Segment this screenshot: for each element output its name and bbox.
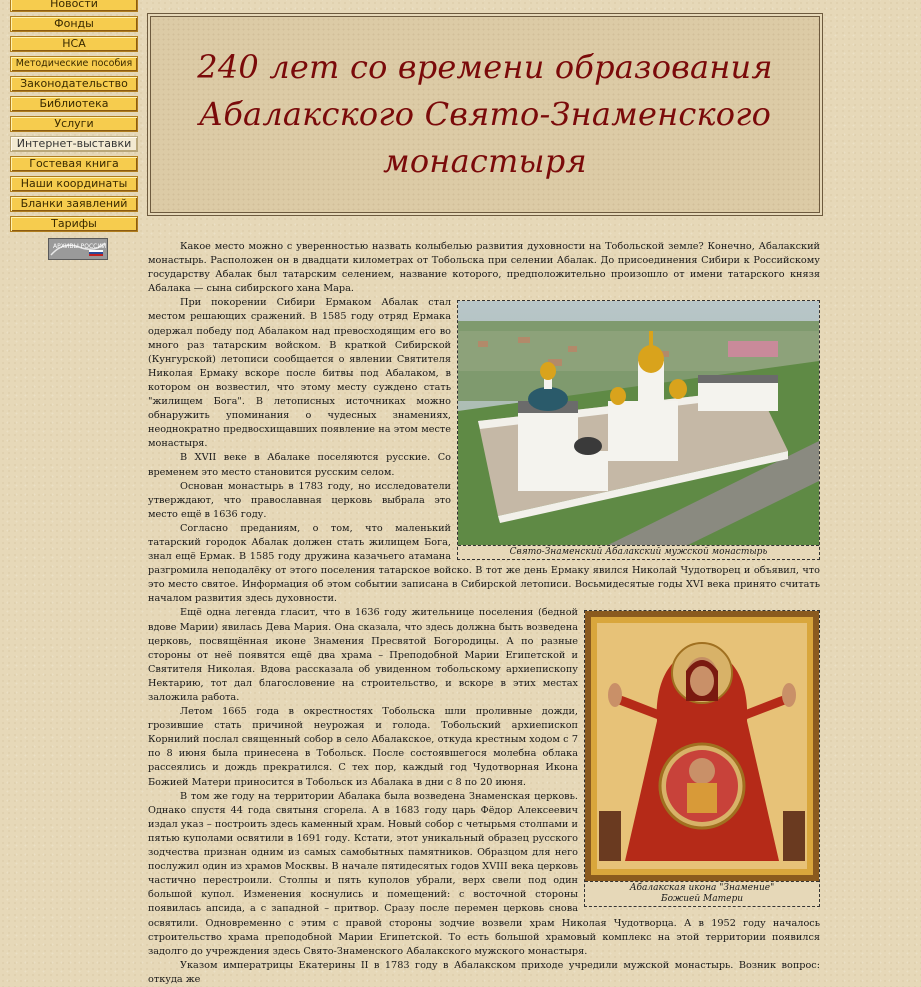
article-paragraph-4: Основан монастырь в 1783 году, но исследователи утверждают, что православная церковь выбрала это место ещё в 1636 году. xyxy=(148,480,451,520)
menu-item-legislation[interactable]: Законодательство xyxy=(10,76,138,92)
article-paragraph-2: При покорении Сибири Ермаком Абалак стал местом решающих сражений. В 1585 году отряд Ермака одержал победу под Абалаком над превосходящим его во много раз татарским войском. В краткой Сибирской (Кунгурской) летописи сообщается о явлении Святителя Николая Ермаку вскоре после битвы под Абалаком, в котором он возвестил, что этому месту суждено стать "жилищем Бога". В летописных источниках можно обнаружить упоминания о чудесных знамениях, неоднократно предвосхищавших появление на этом месте монастыря. xyxy=(148,297,451,450)
icon-image xyxy=(585,611,819,881)
title-line-3: монастыря xyxy=(383,142,587,180)
icon-caption-line-2: Божией Матери xyxy=(660,894,744,905)
article-body xyxy=(148,240,820,987)
menu-item-tariffs[interactable]: Тарифы xyxy=(10,216,138,232)
menu-item-library[interactable]: Библиотека xyxy=(10,96,138,112)
menu-item-funds[interactable]: Фонды xyxy=(10,16,138,32)
article-paragraph-8: В том же году на территории Абалака была возведена Знаменская церковь. Однако спустя 44 года святыня сгорела. А в 1683 году царь Фёдор Алексеевич издал указ – построить здесь каменный храм. Новый собор с четырьмя столпами и пятью куполами освятили в 1691 году. Кстати, этот уникальный образец русского зодчества признан одним из самых самобытных памятников. Образцом для него послужил один из храмов Москвы. В начале пятидесятых годов XVIII века церковь частично перестроили. Столпы и пять куполов убрали, верх свели под один большой купол. Изменения коснулись и помещений: с восточной стороны появилась апсида, а с западной – притвор. Сразу после перемен церковь снова освятили. Одновременно с этим с правой стороны зодчие возвели храм Николая Чудотворца. А в 1952 году началось строительство храма преподобной Марии Египетской. То есть большой храмовый комплекс на этой территории появился задолго до учреждения здесь Свято-Знаменского Абалакского мужского монастыря. xyxy=(148,790,820,957)
monastery-photo xyxy=(458,301,819,545)
title-line-1: 240 лет со времени образования xyxy=(197,48,773,86)
page-title xyxy=(197,44,772,185)
icon-caption-line-1: Абалакская икона "Знамение" xyxy=(629,883,775,894)
menu-item-application-forms[interactable]: Бланки заявлений xyxy=(10,196,138,212)
menu-item-news[interactable]: Новости xyxy=(10,0,138,12)
menu-item-methodical-guides[interactable]: Методические пособия xyxy=(10,56,138,72)
article-paragraph-7: Летом 1665 года в окрестностях Тобольска шли проливные дожди, грозившие стать причиной неурожая и голода. Тобольский архиепископ Корнилий послал священный собор в село Абалакское, откуда крестным ходом с 7 по 8 июня была принесена в Тобольск. После состоявшегося молебна облака рассеялись и дождь прекратился. С тех пор, каждый год Чудотворная Икона Божией Матери приносится в Тобольск из Абалака в дни с 8 по 20 июня. xyxy=(148,706,578,788)
menu-item-internet-exhibitions[interactable]: Интернет-выставки xyxy=(10,136,138,152)
menu-item-contacts[interactable]: Наши координаты xyxy=(10,176,138,192)
logo-text: АРХИВЫ РОССИИ xyxy=(53,243,107,250)
monastery-caption: Свято-Знаменский Абалакский мужской монастырь xyxy=(458,545,819,559)
icon-caption xyxy=(585,881,819,906)
title-line-2: Абалакского Свято-Знаменского xyxy=(198,95,772,133)
icon-figure xyxy=(584,610,820,907)
article-paragraph-1: Какое место можно с уверенностью назвать колыбелью развития духовности на Тобольской земле? Конечно, Абалакский монастырь. Расположен он в двадцати километрах от Тобольска при селении Абалак. До присоединения Сибири к Российскому государству Абалак был татарским селением, название которого, предположительно произошло от имени татарского князя Абалака — сына сибирского хана Мара. xyxy=(148,241,820,295)
menu-item-nsa[interactable]: НСА xyxy=(10,36,138,52)
archives-of-russia-logo[interactable] xyxy=(48,238,108,260)
archives-logo-graphic xyxy=(49,239,107,259)
monastery-figure xyxy=(457,300,820,560)
menu-item-guestbook[interactable]: Гостевая книга xyxy=(10,156,138,172)
left-menu xyxy=(10,0,138,236)
article-paragraph-6: Ещё одна легенда гласит, что в 1636 году жительнице поселения (бедной вдове Марии) явилась Дева Мария. Она сказала, что здесь должна быть возведена церковь, посвящённая иконе Знамения Пресвятой Богородицы. А по разные стороны от неё появятся ещё два храма – Преподобной Марии Египетской и Святителя Николая. Вдова рассказала об увиденном тобольскому архиепископу Нектарию, тот дал благословение на строительство, и вскоре в этих местах заложила работа. xyxy=(148,607,578,703)
menu-item-services[interactable]: Услуги xyxy=(10,116,138,132)
article-paragraph-9: Указом императрицы Екатерины II в 1783 году в Абалакском приходе учредили мужской монастырь. Возник вопрос: откуда же xyxy=(148,959,820,985)
article-paragraph-3: В XVII веке в Абалаке поселяются русские. Со временем это место становится русским селом. xyxy=(148,452,451,478)
title-banner xyxy=(150,16,820,213)
article-paragraph-5: Согласно преданиям, о том, что маленький татарский городок Абалак должен стать жилищем Бога, знал ещё Ермак. В 1585 году дружина казачьего атамана разгромила неподалёку от этого поселения татарское войско. В тот же день Ермаку явился Николай Чудотворец и объявил, что это место святое. Информация об этом событии записана в Сибирской летописи. Восьмидесятые годы XVI века принято считать началом развития здесь духовности. xyxy=(148,522,820,605)
